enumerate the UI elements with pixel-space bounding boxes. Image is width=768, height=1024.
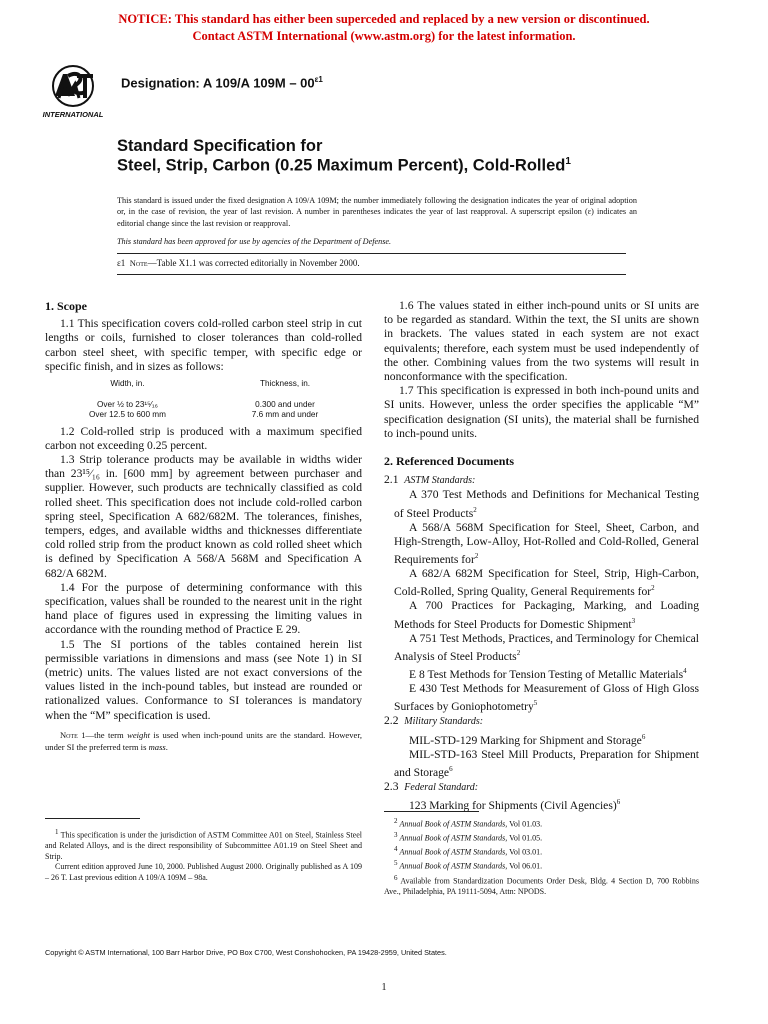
reference-footnote-ref: 2 <box>474 552 479 561</box>
section-2-3 <box>384 780 699 795</box>
reference-footnote-ref: 3 <box>631 616 636 625</box>
reference-text: E 8 Test Methods for Tension Testing of Metallic Materials <box>409 667 684 681</box>
note-1-term-mass: mass <box>148 741 166 752</box>
footnote-1 <box>45 827 362 883</box>
section-2-2-number: 2.2 <box>384 714 399 728</box>
epsilon-rule-bottom <box>117 274 626 275</box>
title-line-2 <box>117 156 571 176</box>
para-1-4: 1.4 For the purpose of determining conformance with this specification, values shall be rounded to the nearest unit in the right hand place of figures used in expressing the limiting values in accordance with the rounding method of Practice E 29. <box>45 580 362 637</box>
footnote-item <box>384 830 699 844</box>
dod-approval: This standard has been approved for use by agencies of the Department of Defense. <box>117 237 392 246</box>
reference-item <box>384 748 699 780</box>
para-1-1: 1.1 This specification covers cold-rolled carbon steel strip in cut lengths or coils, furnished to closer tolerances than cold-rolled carbon steel sheet, with specific temper, with specific edge or specific finish, and in sizes as follows: <box>45 317 362 373</box>
designation <box>121 75 323 90</box>
reference-footnote-ref: 2 <box>473 505 477 514</box>
footnote-number: 6 <box>394 873 398 882</box>
para-1-2: 1.2 Cold-rolled strip is produced with a maximum specified carbon not exceeding 0.25 percent. <box>45 424 362 452</box>
footnote-book-title: Annual Book of ASTM Standards <box>399 847 506 857</box>
title-line-1: Standard Specification for <box>117 137 323 155</box>
footnote-number: 4 <box>394 845 398 854</box>
section-2-2-label: Military Standards: <box>404 716 484 728</box>
footnote-book-title: Annual Book of ASTM Standards <box>399 862 506 872</box>
reference-item <box>384 632 699 664</box>
reference-footnote-ref: 6 <box>616 798 621 807</box>
reference-footnote-ref: 4 <box>683 666 687 675</box>
footnote-text: Available from Standardization Documents Order Desk, Bldg. 4 Section D, 700 Robbins Ave., Philadelphia, PA 19111-5094, Attn: NPODS. <box>384 876 699 896</box>
para-1-7: 1.7 This specification is expressed in both inch-pound units and SI units. However, unless the order specifies the applicable “M” specification designation (SI units), the material shall be furnished to inch-pound units. <box>384 384 699 440</box>
reference-text: A 682/A 682M Specification for Steel, Strip, High-Carbon, Cold-Rolled, Spring Quality, General Requirements for <box>394 567 699 599</box>
footnote-text: , Vol 01.05. <box>505 833 543 843</box>
section-2-1 <box>384 473 699 488</box>
size-table-cell: Over ½ to 23¹⁵⁄₁₆ <box>97 399 158 409</box>
reference-item <box>384 521 699 567</box>
footnote-text: , Vol 06.01. <box>505 862 543 872</box>
size-table-cell: 0.300 and under <box>255 399 315 409</box>
reference-item <box>384 682 699 714</box>
footnote-number: 2 <box>394 817 398 825</box>
epsilon-note-label: Note <box>129 258 148 268</box>
reference-text: A 370 Test Methods and Definitions for Mechanical Testing of Steel Products <box>394 488 699 520</box>
page-number: 1 <box>381 982 387 993</box>
footnote-book-title: Annual Book of ASTM Standards <box>399 833 506 843</box>
size-table-row <box>45 400 362 411</box>
section-2-1-label: ASTM Standards: <box>404 475 476 487</box>
reference-footnote-ref: 5 <box>533 699 538 708</box>
reference-item <box>384 599 699 631</box>
reference-footnote-ref: 6 <box>449 764 453 773</box>
note-1-term-weight: weight <box>127 729 151 740</box>
reference-item <box>384 664 699 682</box>
section-2-2 <box>384 714 699 729</box>
reference-text: MIL-STD-129 Marking for Shipment and Storage <box>409 733 642 747</box>
reference-text: A 751 Test Methods, Practices, and Terminology for Chemical Analysis of Steel Products <box>394 631 699 663</box>
footnote-list <box>384 816 699 897</box>
size-table-header-width: Width, in. <box>110 379 145 389</box>
size-table-row <box>45 410 362 421</box>
epsilon-symbol: ε1 <box>117 258 126 268</box>
reference-item <box>384 730 699 748</box>
reference-text: 123 Marking for Shipments (Civil Agencies) <box>409 798 617 812</box>
right-column <box>384 299 699 813</box>
reference-text: MIL-STD-163 Steel Mill Products, Preparation for Shipment and Storage <box>394 747 699 779</box>
note-1-text: is used when inch-pound units are the standard. However, under SI the preferred term is <box>45 729 362 752</box>
astm-logo <box>33 64 113 120</box>
footnote-number: 3 <box>394 831 398 840</box>
para-1-3: 1.3 Strip tolerance products may be available in widths wider than 23¹⁵⁄₁₆ in. [600 mm] by agreement between purchaser and supplier. However, such products are technically classified as cold rolled sheet. This specification does not include cold-rolled carbon spring steel, Specification A 682/682M. The tolerances, finishes, tempers, edges, and available widths and thicknesses differentiate cold rolled strip from the product known as cold rolled sheet which is defined by Specification A 568/A 568M and Specification A 682/A 682M. <box>45 452 362 580</box>
note-1 <box>45 729 362 753</box>
footnote-item <box>384 844 699 858</box>
size-table <box>45 379 362 421</box>
footnote-number: 5 <box>394 859 398 868</box>
para-1-6: 1.6 The values stated in either inch-pound units or SI units are to be regarded as standard. Within the text, the SI units are shown in brackets. The values stated in each system are not exact equivalents; therefore, each system must be used independently of the other. Combining values from the two systems will result in nonconformance with the specification. <box>384 299 699 384</box>
notice-line-1: NOTICE: This standard has either been superceded and replaced by a new version or discontinued. <box>118 12 650 26</box>
reference-item <box>384 567 699 599</box>
size-table-header-thickness: Thickness, in. <box>259 379 311 389</box>
footnote-item <box>384 873 699 898</box>
footnote-1-number: 1 <box>55 828 59 836</box>
right-footnotes <box>384 811 699 897</box>
footnote-book-title: Annual Book of ASTM Standards <box>399 819 506 829</box>
astm-reference-list <box>384 488 699 714</box>
reference-item <box>384 488 699 520</box>
designation-text: Designation: A 109/A 109M – 00 <box>121 75 315 91</box>
notice-banner <box>0 11 768 45</box>
title-footnote-ref: 1 <box>565 156 571 167</box>
section-2-3-label: Federal Standard: <box>404 781 479 793</box>
section-2-3-number: 2.3 <box>384 779 399 793</box>
footnote-item <box>384 858 699 872</box>
reference-footnote-ref: 6 <box>641 732 646 741</box>
logo-wordmark: INTERNATIONAL <box>42 110 104 119</box>
note-1-text: . <box>165 741 168 752</box>
reference-text: E 430 Test Methods for Measurement of Gloss of High Gloss Surfaces by Goniophotometry <box>394 682 699 714</box>
reference-footnote-ref: 2 <box>651 584 655 593</box>
size-table-cell: Over 12.5 to 600 mm <box>89 410 166 420</box>
footnote-item <box>384 816 699 830</box>
epsilon-note-text: —Table X1.1 was corrected editorially in November 2000. <box>147 258 360 268</box>
note-1-number: 1 <box>81 729 86 740</box>
size-table-cell: 7.6 mm and under <box>251 410 319 420</box>
footnote-1-edition: Current edition approved June 10, 2000. Published August 2000. Originally published as A 109 – 26 T. Last previous edition A 109/A 109M – 98a. <box>45 862 362 882</box>
footnote-text: , Vol 03.01. <box>505 847 543 857</box>
epsilon-rule-top <box>117 253 626 254</box>
astm-logo-icon <box>33 64 113 120</box>
para-1-5: 1.5 The SI portions of the tables contained herein list permissible variations in dimensions and mass (see Note 1) in SI (metric) units. The values listed are not exact conversions of the values listed in the inch-pound tables, but instead are rounded or rationalized values. Conformance to SI tolerances is mandatory when the “M” specification is used. <box>45 637 362 722</box>
title-text: Steel, Strip, Carbon (0.25 Maximum Percent), Cold-Rolled <box>117 156 566 175</box>
footnote-rule <box>384 811 479 812</box>
size-table-header <box>45 379 362 390</box>
left-column <box>45 299 362 753</box>
preamble: This standard is issued under the fixed designation A 109/A 109M; the number immediately following the designation indicates the year of original adoption or, in the case of revision, the year of last revision. A number in parentheses indicates the year of last reapproval. A superscript epsilon (ε) indicates an editorial change since the last revision or reapproval. <box>117 196 637 228</box>
footnote-1-text: This specification is under the jurisdiction of ASTM Committee A01 on Steel, Stainless Steel and Related Alloys, and is the direct responsibility of Subcommittee A01.19 on Steel Sheet and Strip. <box>45 830 362 861</box>
note-1-label: Note <box>60 729 78 740</box>
note-1-text: —the term <box>85 729 128 740</box>
reference-text: A 700 Practices for Packaging, Marking, and Loading Methods for Steel Products for Domestic Shipment <box>394 599 699 631</box>
military-reference-list <box>384 730 699 780</box>
copyright-footer: Copyright © ASTM International, 100 Barr Harbor Drive, PO Box C700, West Conshohocken, PA 19428-2959, United States. <box>45 948 447 957</box>
epsilon-note <box>117 258 360 268</box>
reference-footnote-ref: 2 <box>516 648 521 657</box>
footnote-text: , Vol 01.03. <box>505 819 543 829</box>
reference-text: A 568/A 568M Specification for Steel, Sheet, Carbon, and High-Strength, Low-Alloy, Hot-Rolled and Cold-Rolled, General Requirements for <box>394 520 699 566</box>
section-2-1-number: 2.1 <box>384 473 399 487</box>
left-footnotes <box>45 818 362 883</box>
section-1-heading: 1. Scope <box>45 299 87 313</box>
designation-superscript: ε1 <box>314 75 323 84</box>
footnote-rule <box>45 818 140 819</box>
notice-line-2: Contact ASTM International (www.astm.org) for the latest information. <box>192 29 576 43</box>
section-2-heading: 2. Referenced Documents <box>384 454 515 469</box>
